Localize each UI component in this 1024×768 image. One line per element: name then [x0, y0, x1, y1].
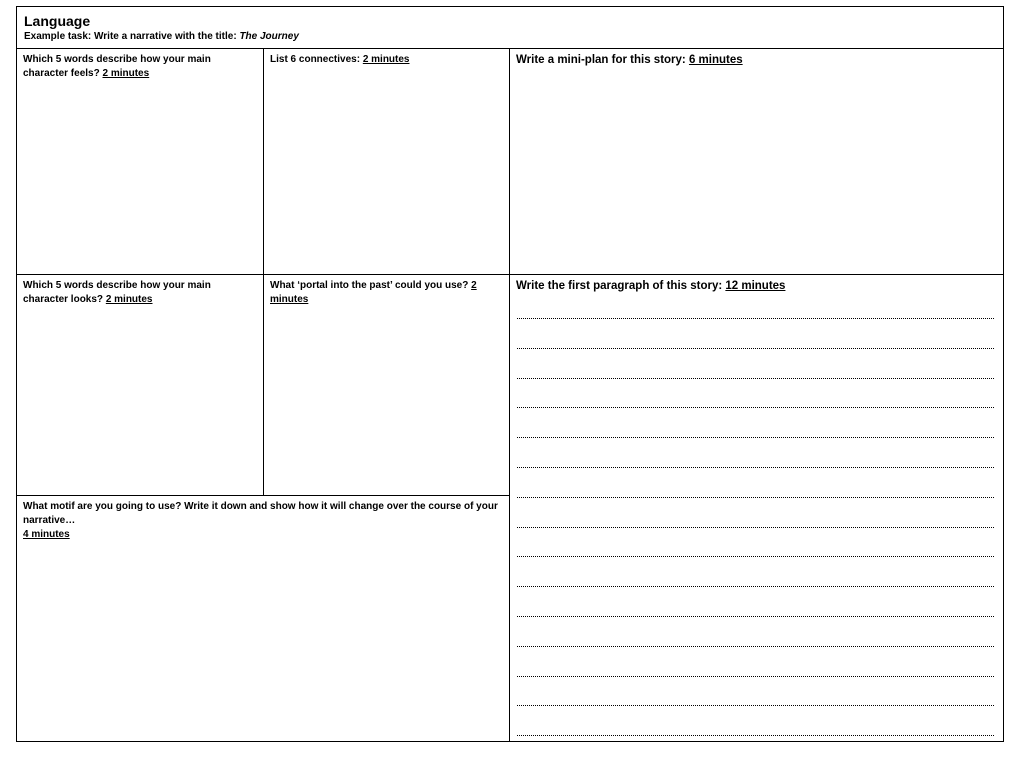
task-prefix: Example task: Write a narrative with the title: [24, 31, 240, 42]
portal-time: 2 minutes [270, 280, 477, 305]
task-title: The Journey [239, 31, 299, 42]
portal-text: What ‘portal into the past’ could you use? [270, 280, 472, 291]
plan-time: 6 minutes [688, 54, 743, 66]
writing-line [517, 616, 994, 617]
looks-time: 2 minutes [105, 294, 153, 305]
motif-prompt [17, 496, 509, 546]
connectives-box[interactable] [263, 48, 510, 275]
looks-text: Which 5 words describe how your main character looks? [23, 280, 211, 305]
writing-line [517, 467, 994, 468]
writing-line [517, 586, 994, 587]
header-box [16, 6, 1004, 49]
writing-line [517, 348, 994, 349]
task-description [24, 30, 996, 43]
motif-box[interactable] [16, 495, 510, 742]
looks-prompt [17, 275, 263, 311]
plan-text: Write a mini-plan for this story: [516, 54, 689, 66]
page-title: Language [24, 13, 91, 29]
paragraph-text: Write the first paragraph of this story: [516, 280, 726, 292]
writing-line [517, 735, 994, 736]
writing-line [517, 646, 994, 647]
plan-prompt [510, 49, 1003, 72]
writing-line [517, 556, 994, 557]
writing-line [517, 527, 994, 528]
writing-line [517, 407, 994, 408]
paragraph-prompt [510, 275, 1003, 298]
writing-line [517, 497, 994, 498]
connectives-time: 2 minutes [362, 54, 410, 65]
writing-line [517, 437, 994, 438]
feels-box[interactable] [16, 48, 264, 275]
feels-text: Which 5 words describe how your main character feels? [23, 54, 211, 79]
feels-prompt [17, 49, 263, 85]
paragraph-time: 12 minutes [725, 280, 786, 292]
writing-line [517, 318, 994, 319]
paragraph-box[interactable] [509, 274, 1004, 742]
feels-time: 2 minutes [102, 68, 150, 79]
writing-line [517, 378, 994, 379]
plan-box[interactable] [509, 48, 1004, 275]
writing-line [517, 676, 994, 677]
writing-line [517, 705, 994, 706]
motif-time: 4 minutes [23, 529, 70, 540]
connectives-text: List 6 connectives: [270, 54, 363, 65]
connectives-prompt [264, 49, 509, 71]
portal-box[interactable] [263, 274, 510, 496]
portal-prompt [264, 275, 509, 311]
looks-box[interactable] [16, 274, 264, 496]
motif-text: What motif are you going to use? Write it down and show how it will change over the course of your narrative… [23, 501, 498, 526]
